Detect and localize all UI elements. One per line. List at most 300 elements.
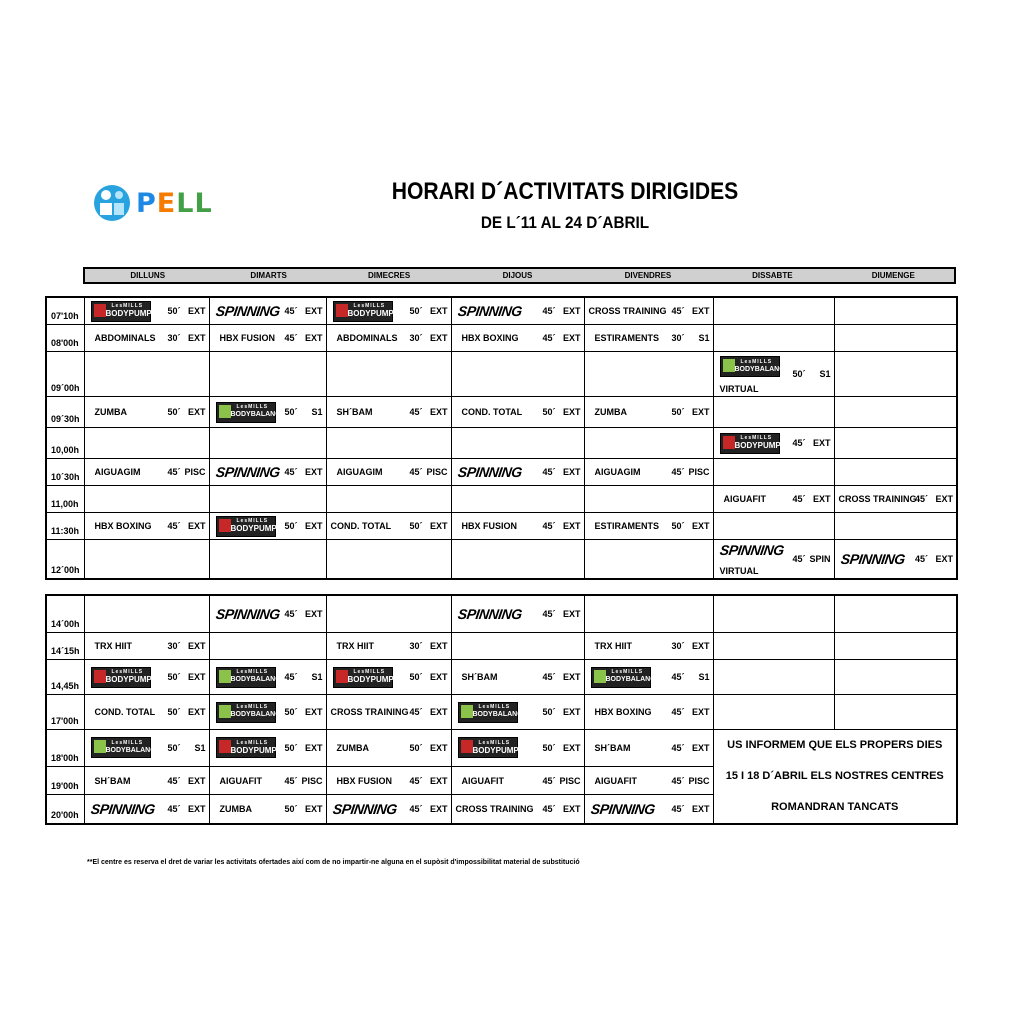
class-entry: [327, 633, 451, 659]
class-entry: [85, 730, 209, 766]
schedule-row: [46, 297, 957, 325]
schedule-cell: [326, 766, 451, 795]
class-duration: 45´: [671, 467, 685, 477]
schedule-cell: [326, 486, 451, 513]
spinning-logo: SPINNING: [214, 303, 281, 319]
class-name: BODYPUMP: [105, 309, 152, 318]
class-location: EXT: [187, 804, 206, 815]
lesmills-label: LesMILLS: [236, 739, 269, 746]
class-entry: [210, 767, 326, 795]
brand-letter: P: [136, 187, 157, 219]
class-duration: 50´: [167, 707, 181, 717]
spinning-logo: SPINNING: [214, 464, 281, 480]
schedule-row: [46, 352, 957, 397]
spinning-logo: SPINNING: [839, 551, 906, 567]
notice-line: US INFORMEM QUE ELS PROPERS DIES: [727, 739, 943, 751]
spinning-logo: SPINNING: [718, 542, 785, 558]
schedule-cell: [209, 766, 326, 795]
schedule-cell: [451, 513, 584, 540]
class-duration: 50´: [167, 672, 181, 682]
class-duration: 50´: [409, 742, 423, 753]
class-location: EXT: [429, 407, 448, 417]
class-entry: [585, 325, 713, 351]
schedule-cell: [451, 730, 584, 767]
bodybalance-logo: [458, 702, 527, 723]
class-entry: [714, 352, 834, 396]
class-name: ZUMBA: [336, 742, 369, 753]
class-duration: 45´: [284, 672, 298, 682]
class-name: HBX FUSION: [461, 521, 518, 531]
schedule-row: [46, 428, 957, 459]
schedule-cell: [209, 730, 326, 767]
class-location: S1: [698, 333, 710, 343]
class-name: TRX HIIT: [94, 641, 132, 651]
class-duration: 50´: [284, 742, 298, 753]
schedule-cell: [584, 325, 713, 352]
class-entry: [85, 795, 209, 823]
schedule-cell: [584, 540, 713, 580]
schedule-cell: [451, 486, 584, 513]
schedule-cell: [84, 695, 209, 730]
class-entry: [210, 513, 326, 539]
schedule-cell: [326, 540, 451, 580]
time-slot: 17'00h: [46, 695, 84, 730]
schedule-cell: [584, 795, 713, 824]
class-duration: 50´: [284, 407, 298, 417]
class-entry: [85, 633, 209, 659]
schedule-cell: [834, 660, 957, 695]
schedule-cell: [84, 766, 209, 795]
day-header-dissabte: DISSABTE: [752, 271, 793, 280]
class-entry: [585, 633, 713, 659]
class-entry: [210, 298, 326, 324]
lesmills-mark-icon: [94, 304, 106, 317]
page-title: HORARI D´ACTIVITATS DIRIGIDES: [391, 178, 739, 205]
class-name: AIGUAGIM: [336, 467, 383, 477]
class-name: CROSS TRAINING: [455, 804, 534, 815]
class-location: EXT: [562, 672, 581, 682]
class-name: SH´BAM: [336, 407, 373, 417]
class-entry: [327, 325, 451, 351]
spinning-logo: SPINNING: [331, 801, 398, 818]
time-slot: 14´15h: [46, 633, 84, 660]
lesmills-mark-icon: [336, 670, 348, 683]
class-entry: [452, 325, 584, 351]
class-entry: [327, 795, 451, 823]
class-entry: [452, 513, 584, 539]
class-name: BODYPUMP: [230, 524, 277, 533]
time-slot: 12´00h: [46, 540, 84, 580]
schedule-cell: [451, 297, 584, 325]
class-duration: 45´: [914, 554, 928, 564]
class-entry: [452, 767, 584, 795]
class-duration: 50´: [167, 306, 181, 316]
class-entry: [452, 459, 584, 485]
class-entry: [327, 459, 451, 485]
brand-letter: L: [194, 187, 213, 219]
lesmills-mark-icon: [336, 304, 348, 317]
schedule-cell: [84, 633, 209, 660]
bodypump-logo: [720, 433, 780, 454]
class-entry: [585, 513, 713, 539]
class-entry: [327, 397, 451, 427]
class-name: AIGUAFIT: [461, 775, 504, 786]
lesmills-mark-icon: [594, 670, 606, 683]
class-duration: 45´: [542, 609, 556, 619]
class-location: EXT: [691, 742, 710, 753]
schedule-cell: [84, 397, 209, 428]
class-entry: [327, 695, 451, 729]
schedule-cell: [209, 459, 326, 486]
schedule-cell: [84, 595, 209, 633]
lesmills-mark-icon: [219, 705, 231, 718]
class-location: EXT: [304, 609, 323, 619]
lesmills-mark-icon: [461, 705, 473, 718]
class-location: PISC: [184, 467, 206, 477]
class-duration: 50´: [671, 521, 685, 531]
schedule-cell: [584, 595, 713, 633]
class-duration: 30´: [671, 333, 685, 343]
class-duration: 50´: [542, 407, 556, 417]
schedule-cell: [584, 633, 713, 660]
class-name: AIGUAFIT: [723, 494, 766, 504]
time-slot: 08'00h: [46, 325, 84, 352]
brand-letter: L: [176, 187, 195, 219]
bodypump-logo: [91, 667, 151, 688]
class-entry: [210, 695, 326, 729]
schedule-cell: [584, 297, 713, 325]
schedule-cell: [326, 428, 451, 459]
schedule-cell: [584, 766, 713, 795]
class-duration: 50´: [167, 407, 181, 417]
schedule-cell: [326, 595, 451, 633]
brand-letter: E: [156, 187, 177, 219]
lesmills-mark-icon: [461, 740, 473, 753]
schedule-row: [46, 540, 957, 580]
class-name: TRX HIIT: [594, 641, 632, 651]
schedule-cell: [713, 695, 834, 730]
time-slot: 20'00h: [46, 795, 84, 824]
class-name: SH´BAM: [94, 775, 131, 786]
schedule-cell: [834, 428, 957, 459]
bodypump-logo: [333, 301, 393, 322]
time-slot: 09´30h: [46, 397, 84, 428]
schedule-cell: [834, 297, 957, 325]
bodybalance-logo: [91, 737, 160, 758]
day-header-dimarts: DIMARTS: [250, 271, 287, 280]
pell-logo: [92, 183, 213, 223]
class-duration: 45´: [671, 707, 685, 717]
schedule-cell: [84, 459, 209, 486]
class-location: EXT: [562, 467, 581, 477]
bodybalance-logo: [216, 402, 285, 423]
schedule-cell: [84, 540, 209, 580]
schedule-cell: [834, 513, 957, 540]
lesmills-label: LesMILLS: [236, 704, 269, 710]
notice-line: ROMANDRAN TANCATS: [771, 801, 899, 813]
class-entry: [85, 660, 209, 694]
schedule-cell: [713, 540, 834, 580]
class-duration: 45´: [671, 672, 685, 682]
class-duration: 45´: [284, 775, 298, 786]
class-entry: [585, 695, 713, 729]
class-name: AIGUAFIT: [219, 775, 262, 786]
schedule-row: [46, 660, 957, 695]
class-entry: [327, 298, 451, 324]
lesmills-mark-icon: [94, 740, 106, 753]
class-location: EXT: [812, 494, 831, 504]
class-duration: 50´: [671, 407, 685, 417]
class-name: COND. TOTAL: [330, 521, 392, 531]
class-location: PISC: [688, 467, 710, 477]
class-entry: [210, 459, 326, 485]
class-entry: [835, 486, 957, 512]
schedule-cell: [209, 352, 326, 397]
class-name: AIGUAFIT: [594, 775, 637, 786]
class-location: EXT: [187, 672, 206, 682]
class-duration: 30´: [409, 641, 423, 651]
class-duration: 30´: [409, 333, 423, 343]
class-entry: [85, 695, 209, 729]
schedule-cell: [584, 513, 713, 540]
class-duration: 45´: [284, 609, 298, 619]
schedule-row: [46, 325, 957, 352]
class-name: CROSS TRAINING: [838, 494, 917, 504]
class-duration: 45´: [409, 407, 423, 417]
class-duration: 45´: [409, 775, 423, 786]
day-header-dimecres: DIMECRES: [367, 271, 411, 280]
lesmills-label: LesMILLS: [111, 739, 144, 746]
schedule-cell: [451, 595, 584, 633]
lesmills-label: LesMILLS: [236, 669, 269, 675]
class-name: BODYPUMP: [734, 441, 781, 450]
class-name: BODYPUMP: [105, 675, 152, 684]
schedule-cell: [451, 795, 584, 824]
class-name: BODYPUMP: [347, 309, 394, 318]
class-duration: 50´: [284, 804, 298, 815]
lesmills-label: LesMILLS: [111, 669, 144, 675]
class-location: EXT: [304, 804, 323, 815]
schedule-cell: [451, 540, 584, 580]
schedule-cell: [451, 397, 584, 428]
schedule-cell: [326, 297, 451, 325]
class-entry: [452, 795, 584, 823]
class-location: EXT: [562, 407, 581, 417]
class-location: EXT: [562, 804, 581, 815]
lesmills-label: LesMILLS: [236, 404, 269, 410]
class-duration: 50´: [542, 707, 556, 717]
class-location: EXT: [691, 306, 710, 316]
class-name: HBX FUSION: [336, 775, 393, 786]
class-location: PISC: [301, 775, 323, 786]
class-duration: 50´: [284, 521, 298, 531]
time-slot: 18'00h: [46, 730, 84, 767]
class-entry: [452, 730, 584, 766]
schedule-row: [46, 397, 957, 428]
class-location: EXT: [304, 521, 323, 531]
schedule-row: [46, 595, 957, 633]
class-location: EXT: [187, 521, 206, 531]
class-entry: [585, 660, 713, 694]
time-slot: 11,00h: [46, 486, 84, 513]
class-location: EXT: [429, 775, 448, 786]
class-name: BODYPUMP: [472, 745, 519, 755]
class-location: EXT: [429, 306, 448, 316]
schedule-cell: [84, 352, 209, 397]
class-name: HBX BOXING: [594, 707, 652, 717]
closure-notice: [713, 730, 957, 825]
class-duration: 45´: [409, 804, 423, 815]
day-header-dijous: DIJOUS: [502, 271, 533, 280]
schedule-cell: [834, 595, 957, 633]
time-slot: 11:30h: [46, 513, 84, 540]
schedule-cell: [713, 633, 834, 660]
class-duration: 45´: [542, 804, 556, 815]
class-entry: [327, 513, 451, 539]
schedule-cell: [84, 297, 209, 325]
time-slot: 14,45h: [46, 660, 84, 695]
class-name: COND. TOTAL: [94, 707, 156, 717]
time-slot: 19'00h: [46, 766, 84, 795]
schedule-cell: [834, 633, 957, 660]
schedule-row: [46, 633, 957, 660]
class-duration: 30´: [671, 641, 685, 651]
lesmills-label: LesMILLS: [353, 669, 386, 675]
class-location: EXT: [562, 333, 581, 343]
spinning-logo: SPINNING: [589, 801, 656, 818]
class-location: EXT: [935, 554, 953, 564]
schedule-cell: [713, 660, 834, 695]
class-location: PISC: [559, 775, 581, 786]
schedule-cell: [209, 297, 326, 325]
class-entry: [452, 397, 584, 427]
class-location: EXT: [187, 333, 206, 343]
class-entry: [585, 767, 713, 795]
class-entry: [585, 795, 713, 823]
class-entry: [85, 325, 209, 351]
schedule-cell: [209, 633, 326, 660]
spinning-logo: SPINNING: [89, 801, 156, 818]
class-location: S1: [311, 672, 323, 682]
bodypump-logo: [333, 667, 393, 688]
lesmills-label: LesMILLS: [740, 358, 773, 365]
class-name: BODYBALANCE: [230, 711, 285, 718]
class-duration: 45´: [284, 306, 298, 316]
class-name: BODYBALANCE: [605, 676, 660, 683]
schedule-cell: [84, 660, 209, 695]
lesmills-label: LesMILLS: [478, 704, 511, 710]
day-header-divendres: DIVENDRES: [624, 271, 672, 280]
spinning-logo: SPINNING: [214, 606, 281, 622]
class-name: HBX BOXING: [461, 333, 519, 343]
schedule-cell: [209, 397, 326, 428]
class-duration: 45´: [542, 306, 556, 316]
class-duration: 45´: [542, 333, 556, 343]
class-entry: [85, 767, 209, 795]
schedule-cell: [834, 352, 957, 397]
class-name: ESTIRAMENTS: [594, 333, 660, 343]
page-subtitle: DE L´11 AL 24 D´ABRIL: [480, 213, 650, 232]
schedule-cell: [326, 730, 451, 767]
class-duration: 45´: [542, 467, 556, 477]
schedule-cell: [326, 352, 451, 397]
class-entry: [210, 730, 326, 766]
class-entry: [585, 298, 713, 324]
time-slot: 09´00h: [46, 352, 84, 397]
class-location: EXT: [187, 641, 206, 651]
class-duration: 50´: [284, 707, 298, 717]
spinning-logo: SPINNING: [456, 303, 523, 319]
class-location: EXT: [691, 641, 710, 651]
class-name: BODYBALANCE: [230, 411, 285, 418]
class-location: S1: [311, 407, 323, 417]
schedule-cell: [84, 486, 209, 513]
class-name: BODYPUMP: [230, 745, 277, 755]
schedule-cell: [209, 513, 326, 540]
class-entry: [327, 767, 451, 795]
class-entry: [210, 660, 326, 694]
bodybalance-logo: [216, 667, 285, 688]
schedule-cell: [326, 660, 451, 695]
schedule-cell: [84, 428, 209, 459]
schedule-cell: [84, 325, 209, 352]
class-duration: 50´: [409, 521, 423, 531]
class-name: ZUMBA: [219, 804, 252, 815]
lesmills-mark-icon: [219, 740, 231, 753]
class-duration: 45´: [671, 804, 685, 815]
class-entry: [85, 513, 209, 539]
class-location: EXT: [429, 707, 448, 717]
schedule-cell: [584, 428, 713, 459]
lesmills-mark-icon: [219, 405, 231, 418]
class-location: EXT: [304, 306, 323, 316]
lesmills-label: LesMILLS: [740, 435, 773, 441]
class-name: HBX FUSION: [219, 333, 276, 343]
day-header-bar: [83, 267, 956, 284]
bodypump-logo: [216, 737, 276, 758]
schedule-cell: [451, 459, 584, 486]
class-duration: 45´: [284, 467, 298, 477]
morning-schedule: [45, 296, 958, 580]
class-entry: [85, 397, 209, 427]
brand-name: [136, 188, 213, 219]
bodypump-logo: [91, 301, 151, 322]
lesmills-label: LesMILLS: [611, 669, 644, 675]
class-location: EXT: [304, 333, 323, 343]
class-entry: [585, 459, 713, 485]
class-location: EXT: [562, 742, 581, 753]
class-name: CROSS TRAINING: [330, 707, 409, 717]
class-location: EXT: [935, 494, 953, 504]
schedule-cell: [834, 325, 957, 352]
class-subtitle: VIRTUAL: [719, 384, 759, 394]
class-name: SH´BAM: [461, 672, 498, 682]
bodypump-logo: [216, 516, 276, 537]
afternoon-schedule: [45, 594, 958, 825]
class-entry: [327, 660, 451, 694]
class-location: EXT: [691, 407, 710, 417]
class-duration: 30´: [167, 641, 181, 651]
class-location: EXT: [429, 333, 448, 343]
bodybalance-logo: [591, 667, 660, 688]
lesmills-mark-icon: [723, 359, 735, 372]
class-subtitle: VIRTUAL: [719, 566, 759, 576]
class-name: HBX BOXING: [94, 521, 152, 531]
schedule-cell: [584, 352, 713, 397]
schedule-row: [46, 695, 957, 730]
schedule-cell: [326, 795, 451, 824]
class-duration: 45´: [409, 707, 423, 717]
